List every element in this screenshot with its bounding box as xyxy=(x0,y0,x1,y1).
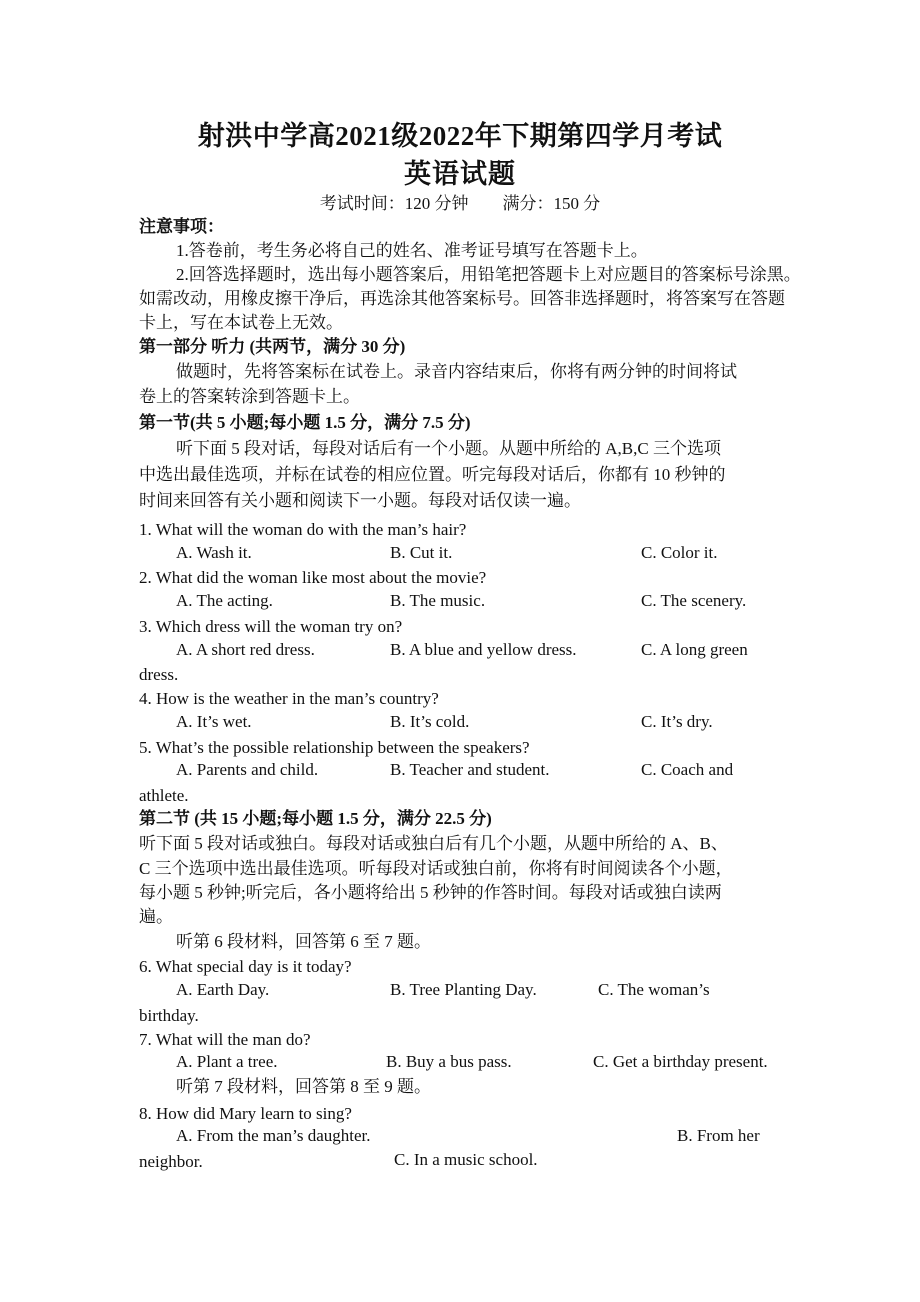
question-7-option-a: A. Plant a tree. xyxy=(176,1052,278,1071)
notice-heading: 注意事项： xyxy=(139,217,224,236)
section2-intro-line-4: 遍。 xyxy=(139,907,173,926)
question-3-option-a: A. A short red dress. xyxy=(176,640,315,659)
question-7-option-b: B. Buy a bus pass. xyxy=(386,1052,512,1071)
section2-intro-line-3: 每小题 5 秒钟;听完后，各小题将给出 5 秒钟的作答时间。每段对话或独白读两 xyxy=(139,883,722,902)
question-1-option-b: B. Cut it. xyxy=(390,543,453,562)
section1-intro-line-3: 时间来回答有关小题和阅读下一小题。每段对话仅读一遍。 xyxy=(139,491,581,510)
question-5-option-b: B. Teacher and student. xyxy=(390,760,550,779)
exam-subject-title: 英语试题 xyxy=(404,159,516,189)
question-3-stem: 3. Which dress will the woman try on? xyxy=(139,617,403,636)
question-8-option-a: A. From the man’s daughter. xyxy=(176,1126,371,1145)
question-7-stem: 7. What will the man do? xyxy=(139,1030,311,1049)
question-5-option-a: A. Parents and child. xyxy=(176,760,319,779)
question-8-option-c: C. In a music school. xyxy=(394,1150,538,1169)
section2-intro-line-2: C 三个选项中选出最佳选项。听每段对话或独白前，你将有时间阅读各个小题， xyxy=(139,859,733,878)
exam-title: 射洪中学高2021级2022年下期第四学月考试 xyxy=(197,121,723,151)
question-1-option-c: C. Color it. xyxy=(641,543,718,562)
question-6-option-a: A. Earth Day. xyxy=(176,980,270,999)
material-7-instruction: 听第 7 段材料，回答第 8 至 9 题。 xyxy=(176,1077,431,1096)
section2-heading: 第二节 (共 15 小题;每小题 1.5 分，满分 22.5 分) xyxy=(139,809,492,828)
question-2-option-a: A. The acting. xyxy=(176,591,273,610)
notice-item-2-line-1: 2.回答选择题时，选出每小题答案后，用铅笔把答题卡上对应题目的答案标号涂黑。 xyxy=(176,265,801,284)
question-4-option-a: A. It’s wet. xyxy=(176,712,252,731)
question-6-option-c-continued: birthday. xyxy=(139,1006,199,1025)
question-8-option-b-continued: neighbor. xyxy=(139,1152,203,1171)
question-6-stem: 6. What special day is it today? xyxy=(139,957,352,976)
question-1-option-a: A. Wash it. xyxy=(176,543,252,562)
question-4-option-b: B. It’s cold. xyxy=(390,712,470,731)
question-5-option-c-continued: athlete. xyxy=(139,786,189,805)
question-6-option-b: B. Tree Planting Day. xyxy=(390,980,537,999)
notice-item-2-line-3: 卡上，写在本试卷上无效。 xyxy=(139,313,343,332)
question-3-option-b: B. A blue and yellow dress. xyxy=(390,640,577,659)
question-5-option-c: C. Coach and xyxy=(641,760,734,779)
question-5-stem: 5. What’s the possible relationship between the speakers? xyxy=(139,738,530,757)
question-7-option-c: C. Get a birthday present. xyxy=(593,1052,768,1071)
question-4-stem: 4. How is the weather in the man’s country? xyxy=(139,689,439,708)
part1-intro-line-1: 做题时，先将答案标在试卷上。录音内容结束后，你将有两分钟的时间将试 xyxy=(176,362,737,381)
question-4-option-c: C. It’s dry. xyxy=(641,712,713,731)
question-2-option-c: C. The scenery. xyxy=(641,591,747,610)
question-3-option-c: C. A long green xyxy=(641,640,748,659)
exam-time-and-score: 考试时间：120 分钟 满分：150 分 xyxy=(319,194,601,213)
part1-heading: 第一部分 听力 (共两节，满分 30 分) xyxy=(139,337,406,356)
section1-intro-line-2: 中选出最佳选项，并标在试卷的相应位置。听完每段对话后，你都有 10 秒钟的 xyxy=(139,465,726,484)
section2-intro-line-1: 听下面 5 段对话或独白。每段对话或独白后有几个小题，从题中所给的 A、B、 xyxy=(139,834,728,853)
material-6-instruction: 听第 6 段材料，回答第 6 至 7 题。 xyxy=(176,932,431,951)
notice-item-2-line-2: 如需改动，用橡皮擦干净后，再选涂其他答案标号。回答非选择题时，将答案写在答题 xyxy=(139,289,785,308)
part1-intro-line-2: 卷上的答案转涂到答题卡上。 xyxy=(139,387,360,406)
question-8-stem: 8. How did Mary learn to sing? xyxy=(139,1104,352,1123)
question-2-stem: 2. What did the woman like most about the movie? xyxy=(139,568,487,587)
question-1-stem: 1. What will the woman do with the man’s hair? xyxy=(139,520,467,539)
question-2-option-b: B. The music. xyxy=(390,591,486,610)
question-3-option-c-continued: dress. xyxy=(139,665,179,684)
section1-heading: 第一节(共 5 小题;每小题 1.5 分，满分 7.5 分) xyxy=(139,413,471,432)
question-6-option-c: C. The woman’s xyxy=(598,980,710,999)
notice-item-1: 1.答卷前，考生务必将自己的姓名、准考证号填写在答题卡上。 xyxy=(176,241,648,260)
question-8-option-b: B. From her xyxy=(677,1126,760,1145)
section1-intro-line-1: 听下面 5 段对话，每段对话后有一个小题。从题中所给的 A,B,C 三个选项 xyxy=(176,439,721,458)
